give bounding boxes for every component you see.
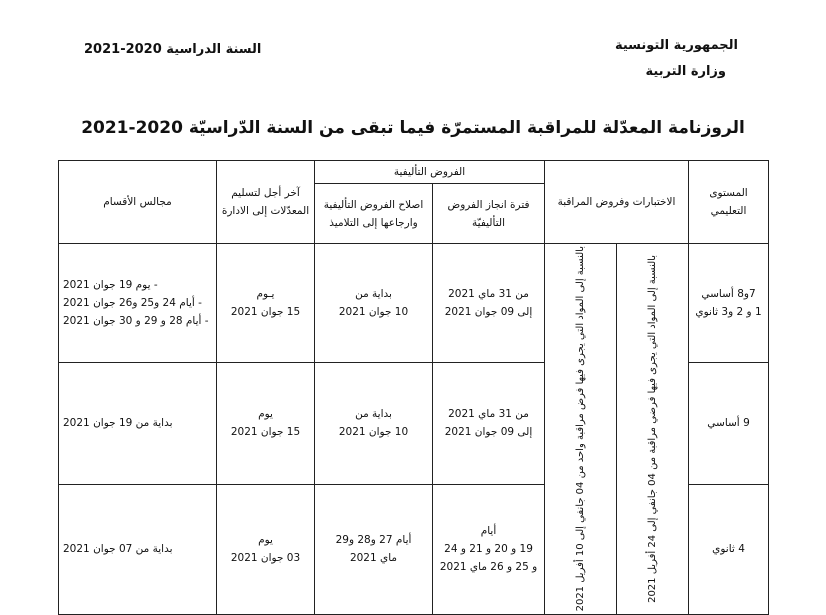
row2-level: 9 أساسي [689,363,769,485]
row3-correction: أيام 27 و28 و29 ماي 2021 [315,484,433,614]
row1-council-item: - يوم 19 جوان 2021 [63,278,158,291]
header-synthesis: الفروض التأليفية [315,161,545,184]
page-title: الروزنامة المعدّلة للمراقبة المستمرّة فيما تبقى من السنة الدّراسيّة 2020-2021 [81,118,745,138]
school-year-label: السنة الدراسية 2020-2021 [84,42,262,57]
row1-level: 7و8 أساسي 1 و 2 و3 ثانوي [689,244,769,363]
row2-deadline: يوم 15 جوان 2021 [217,363,315,485]
row1-council-item: - أيام 28 و 29 و 30 جوان 2021 [63,315,209,328]
row3-deadline: يوم 03 جوان 2021 [217,484,315,614]
header-period: فترة انجاز الفروض التأليفيّة [433,184,545,244]
row3-level: 4 ثانوي [689,484,769,614]
header-deadline: آخر أجل لتسليم المعدّلات إلى الادارة [217,161,315,244]
header-exams: الاختبارات وفروض المراقبة [545,161,689,244]
row1-period: من 31 ماي 2021 إلى 09 جوان 2021 [433,244,545,363]
row1-deadline: يـوم 15 جوان 2021 [217,244,315,363]
row3-period: أيام 19 و 20 و 21 و 24 و 25 و 26 ماي 2021 [433,484,545,614]
ministry-label: وزارة التربية [645,64,726,79]
republic-label: الجمهورية التونسية [614,38,738,53]
row1-correction: بداية من 10 جوان 2021 [315,244,433,363]
exams-col-a: بالنسبة إلى المواد التي يجرى فيها فرضي مراقبة من 04 جانفي إلى 24 أفريل 2021 [617,244,689,614]
row1-council-item: - أيام 24 و25 و26 جوان 2021 [63,297,202,309]
row2-councils: بداية من 19 جوان 2021 [59,363,217,485]
header-correction: اصلاح الفروض التأليفية وارجاعها إلى التلاميذ [315,184,433,244]
exams-col-b: بالنسبة إلى المواد التي يجرى فيها فرض مراقبة واحد من 04 جانفي إلى 10 أفريل 2021 [545,244,617,614]
row3-councils: بداية من 07 جوان 2021 [59,484,217,614]
header-councils: مجالس الأقسام [59,161,217,244]
calendar-table [58,160,769,615]
row1-councils [59,244,217,363]
row2-period: من 31 ماي 2021 إلى 09 جوان 2021 [433,363,545,485]
row2-correction: بداية من 10 جوان 2021 [315,363,433,485]
header-level: المستوى التعليمي [689,161,769,244]
